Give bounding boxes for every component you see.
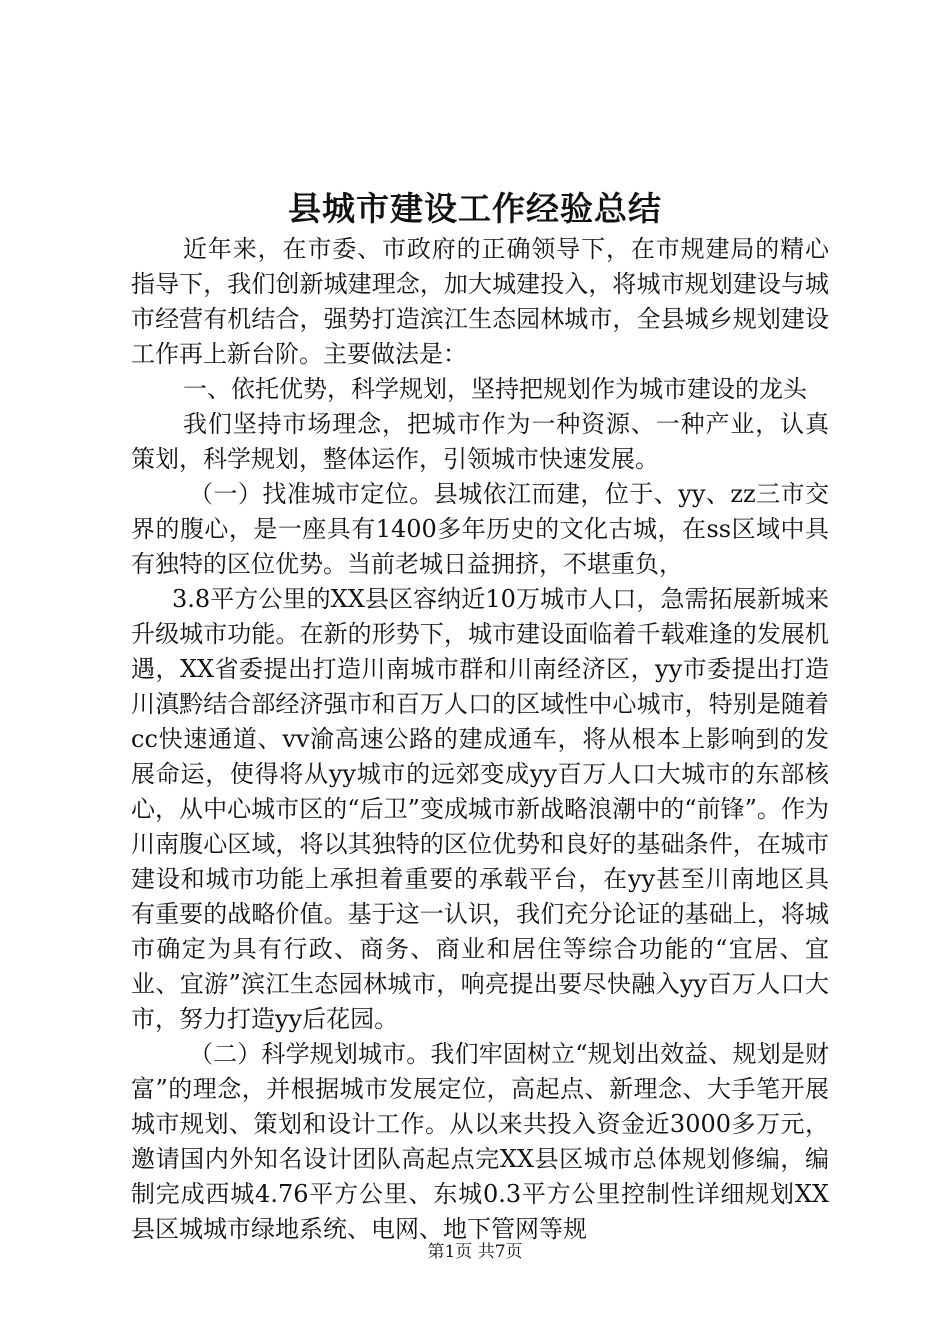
paragraph-intro: 近年来，在市委、市政府的正确领导下，在市规建局的精心指导下，我们创新城建理念，加大城建投入，将城市规划建设与城市经营有机结合，强势打造滨江生态园林城市，全县城乡规划建设工作再上新台阶。主要做法是： xyxy=(131,235,829,368)
paragraph-city-expansion: 3.8平方公里的XX县区容纳近10万城市人口，急需拓展新城来升级城市功能。在新的形势下，城市建设面临着千载难逢的发展机遇，XX省委提出打造川南城市群和川南经济区，yy市委提出打造川滇黔结合部经济强市和百万人口的区域性中心城市，特别是随着cc快速通道、vv渝高速公路的建成通车，将从根本上影响到的发展命运，使得将从yy城市的远郊变成yy百万人口大城市的东部核心，从中心城市区的“后卫”变成城市新战略浪潮中的“前锋”。作为川南腹心区域，将以其独特的区位优势和良好的基础条件，在城市建设和城市功能上承担着重要的承载平台，在yy甚至川南地区具有重要的战略价值。基于这一认识，我们充分论证的基础上，将城市确定为具有行政、商务、商业和居住等综合功能的“宜居、宜业、宜游”滨江生态园林城市，响亮提出要尽快融入yy百万人口大市，努力打造yy后花园。 xyxy=(131,585,829,1033)
subsection-city-positioning: （一）找准城市定位。县城依江而建，位于、yy、zz三市交界的腹心，是一座具有1400多年历史的文化古城，在ss区域中具有独特的区位优势。当前老城日益拥挤，不堪重负， xyxy=(131,480,829,578)
subsection-scientific-planning: （二）科学规划城市。我们牢固树立“规划出效益、规划是财富”的理念，并根据城市发展定位，高起点、新理念、大手笔开展城市规划、策划和设计工作。从以来共投入资金近3000多万元，邀请国内外知名设计团队高起点完XX县区城市总体规划修编，编制完成西城4.76平方公里、东城0.3平方公里控制性详细规划XX县区城城市绿地系统、电网、地下管网等规 xyxy=(131,1040,829,1243)
section-heading-1: 一、依托优势，科学规划，坚持把规划作为城市建设的龙头 xyxy=(183,375,807,403)
paragraph-market-concept: 我们坚持市场理念，把城市作为一种资源、一种产业，认真策划，科学规划，整体运作，引领城市快速发展。 xyxy=(131,410,829,473)
page-footer: 第1页 共7页 xyxy=(427,1242,523,1262)
document-title: 县城市建设工作经验总结 xyxy=(288,189,662,228)
document-body xyxy=(131,232,829,1247)
